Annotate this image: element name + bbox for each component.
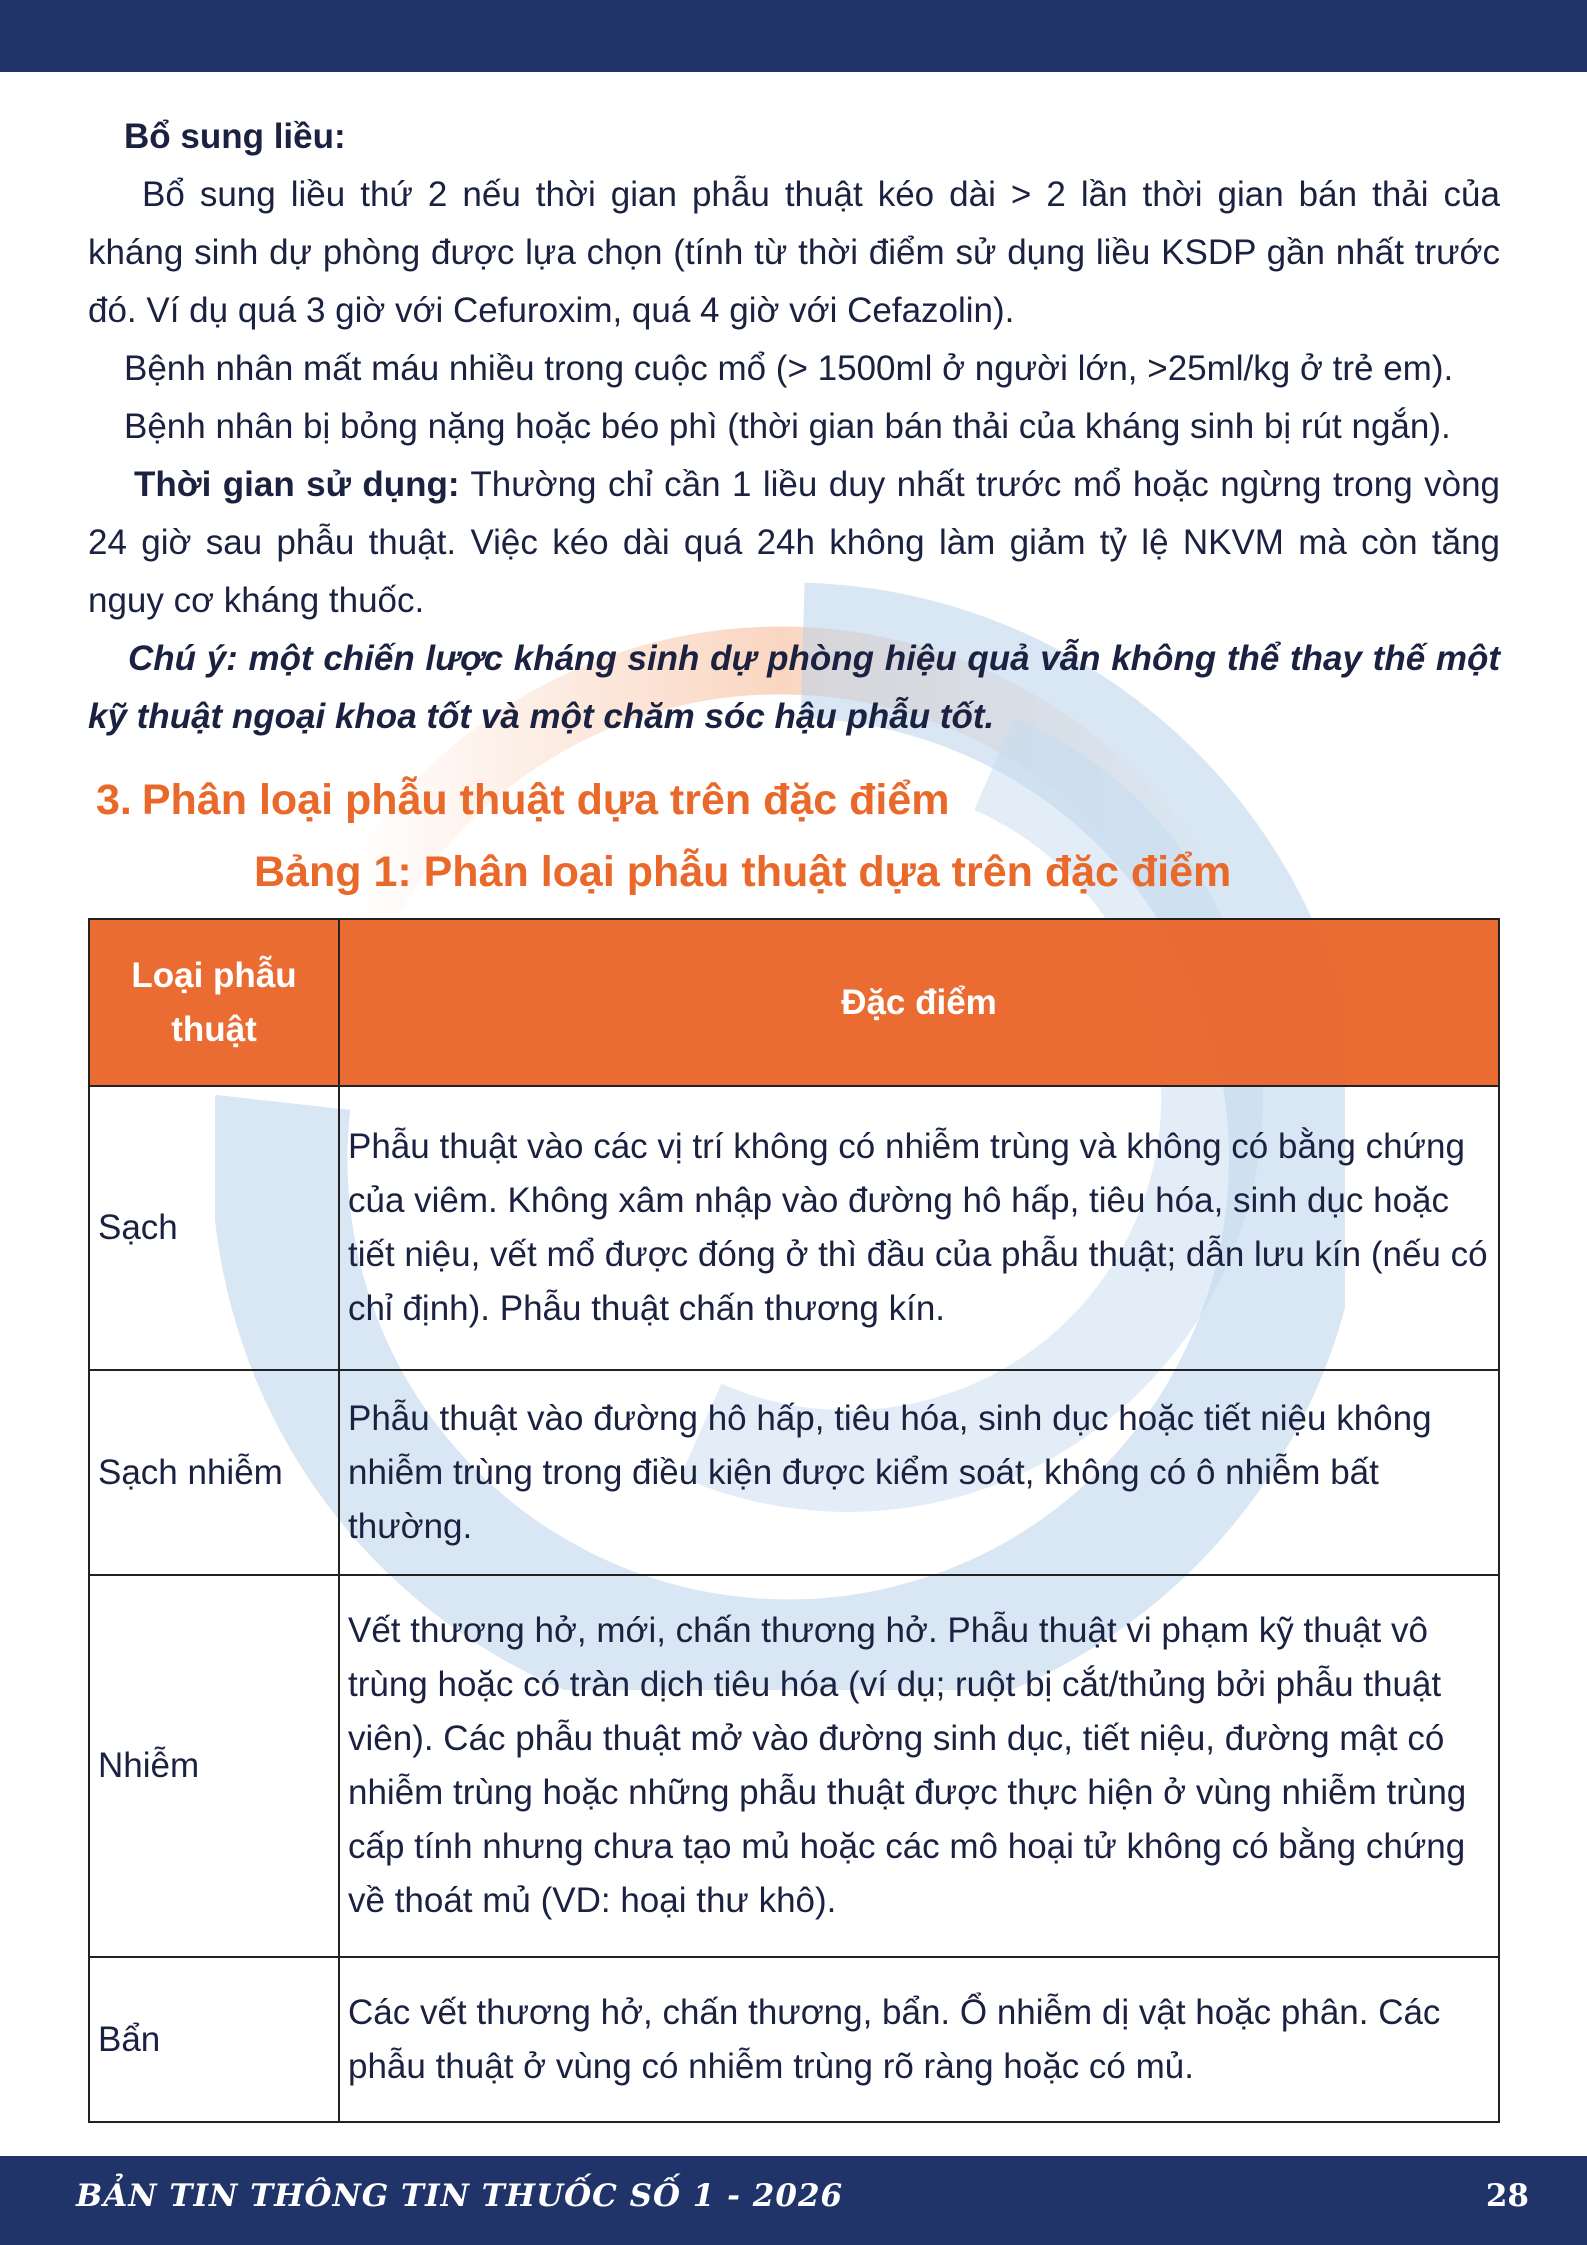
section-number: 3. [96,776,132,824]
row-desc: Phẫu thuật vào các vị trí không có nhiễm trùng và không có bằng chứng của viêm. Không xâm nhập vào đường hô hấp, tiêu hóa, sinh dục hoặc tiết niệu, vết mổ được đóng ở thì đầu của phẫu thuật; dẫn lưu kín (nếu có chỉ định). Phẫu thuật chấn thương kín. [339,1086,1499,1370]
row-desc: Các vết thương hở, chấn thương, bẩn. Ổ nhiễm dị vật hoặc phân. Các phẫu thuật ở vùng có nhiễm trùng rõ ràng hoặc có mủ. [339,1957,1499,2122]
row-type: Sạch [89,1086,339,1370]
table-caption: Bảng 1: Phân loại phẫu thuật dựa trên đặc điểm [254,848,1232,896]
row-desc: Phẫu thuật vào đường hô hấp, tiêu hóa, sinh dục hoặc tiết niệu không nhiễm trùng trong điều kiện được kiểm soát, không có ô nhiễm bất thường. [339,1370,1499,1575]
table-row [89,1086,1499,1370]
header-band [0,0,1587,72]
header-type: Loại phẫu thuật [89,919,339,1086]
bong-paragraph: Bệnh nhân bị bỏng nặng hoặc béo phì (thời gian bán thải của kháng sinh bị rút ngắn). [124,407,1451,446]
page-number: 28 [1485,2178,1529,2214]
row-type: Bẩn [89,1957,339,2122]
body-text [88,108,1500,908]
table-header-row [89,919,1499,1086]
table-row [89,1370,1499,1575]
row-desc: Vết thương hở, mới, chấn thương hở. Phẫu thuật vi phạm kỹ thuật vô trùng hoặc có tràn dịch tiêu hóa (ví dụ; ruột bị cắt/thủng bởi phẫu thuật viên). Các phẫu thuật mở vào đường sinh dục, tiết niệu, đường mật có nhiễm trùng hoặc những phẫu thuật được thực hiện ở vùng nhiễm trùng cấp tính nhưng chưa tạo mủ hoặc các mô hoại tử không có bằng chứng về thoát mủ (VD: hoại thư khô). [339,1575,1499,1957]
table-row [89,1957,1499,2122]
row-type: Nhiễm [89,1575,339,1957]
classification-table [88,918,1500,2123]
section-heading [96,764,1500,836]
chu-y-note: Chú ý: một chiến lược kháng sinh dự phòng hiệu quả vẫn không thể thay thế một kỹ thuật ngoại khoa tốt và một chăm sóc hậu phẫu tốt. [88,639,1500,736]
mat-mau-paragraph: Bệnh nhân mất máu nhiều trong cuộc mổ (> 1500ml ở người lớn, >25ml/kg ở trẻ em). [124,349,1454,388]
thoi-gian-paragraph [88,456,1500,630]
header-desc: Đặc điểm [339,919,1499,1086]
thoi-gian-label: Thời gian sử dụng: [134,465,460,504]
bo-sung-heading: Bổ sung liều: [124,117,346,156]
section-title: Phân loại phẫu thuật dựa trên đặc điểm [141,776,950,824]
table-row [89,1575,1499,1957]
thoi-gian-text: Thường chỉ cần 1 liều duy nhất trước mổ hoặc ngừng trong vòng 24 giờ sau phẫu thuật. Việc kéo dài quá 24h không làm giảm tỷ lệ NKVM mà còn tăng nguy cơ kháng thuốc. [88,465,1501,620]
footer-title: BẢN TIN THÔNG TIN THUỐC SỐ 1 - 2026 [76,2178,844,2214]
bo-sung-paragraph: Bổ sung liều thứ 2 nếu thời gian phẫu thuật kéo dài > 2 lần thời gian bán thải của kháng sinh dự phòng được lựa chọn (tính từ thời điểm sử dụng liều KSDP gần nhất trước đó. Ví dụ quá 3 giờ với Cefuroxim, quá 4 giờ với Cefazolin). [88,175,1500,330]
row-type: Sạch nhiễm [89,1370,339,1575]
